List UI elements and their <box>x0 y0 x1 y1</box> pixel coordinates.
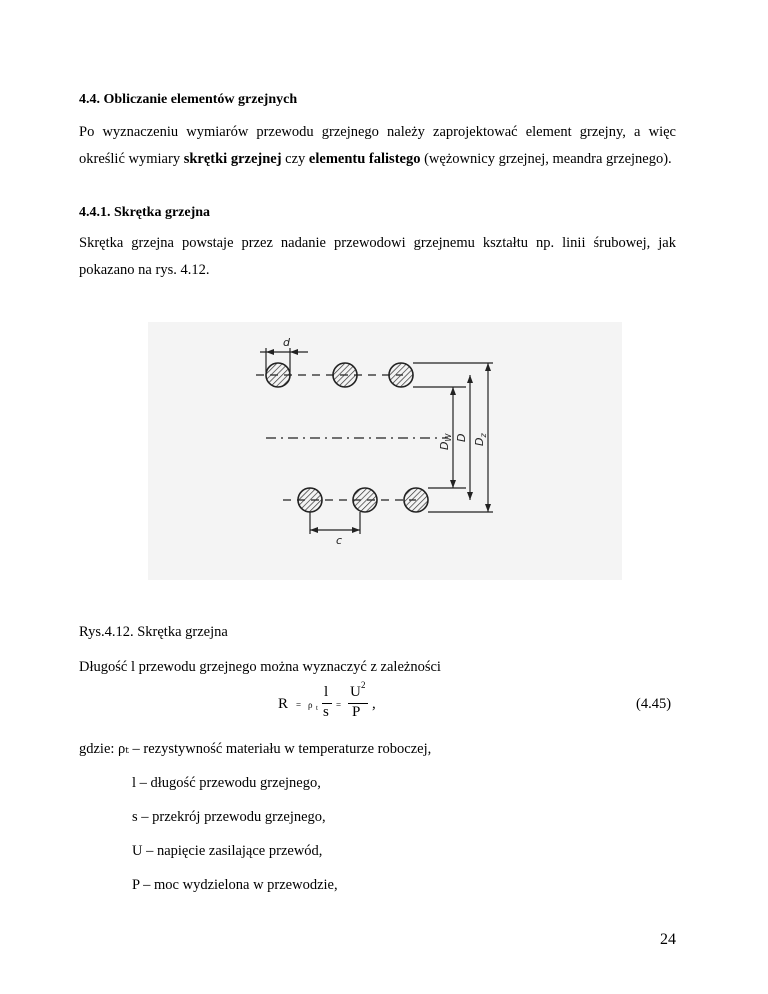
label-dw: $D_W$ <box>438 433 453 450</box>
page-number: 24 <box>660 931 676 948</box>
equation-number: (4.45) <box>636 696 672 712</box>
subsection-paragraph: Skrętka grzejna powstaje przez nadanie przewodowi grzejnemu kształtu np. linii śrubowej, jak pokazano na rys. 4.12. <box>79 235 676 278</box>
coil-diagram <box>148 322 622 580</box>
para-text-2: czy <box>281 151 309 167</box>
equation-4-45 <box>278 682 458 726</box>
subsection-heading: 4.4.1. Skrętka grzejna <box>79 205 211 220</box>
wire-section <box>333 363 357 387</box>
figure-heating-coil <box>148 322 622 580</box>
section-heading: 4.4. Obliczanie elementów grzejnych <box>79 92 298 107</box>
eq-num-l: l <box>324 684 329 700</box>
eq-den-P: P <box>352 704 361 720</box>
list-item: s – przekrój przewodu grzejnego, <box>132 809 326 825</box>
wire-section <box>404 488 428 512</box>
eq-rho-sub: t <box>316 704 318 712</box>
eq-num-U: U <box>350 684 361 700</box>
list-item: U – napięcie zasilające przewód, <box>132 843 323 859</box>
label-c: c <box>336 534 343 547</box>
label-dz: $D_z$ <box>473 433 488 446</box>
eq-equals-1: = <box>296 700 302 710</box>
para-text-3: (wężownicy grzejnej, meandra grzejnego). <box>420 151 672 167</box>
para-bold-2: elementu falistego <box>308 151 421 167</box>
eq-rho: ρ <box>308 700 313 710</box>
para-text-1: Po wyznaczeniu wymiarów przewodu grzejnego należy zaprojektować element grzejny, a więc określić wymiary <box>79 124 676 167</box>
para-bold-1: skrętki grzejnej <box>183 151 282 167</box>
eq-num-U-sup: 2 <box>361 680 366 690</box>
label-D: D <box>455 433 468 442</box>
formula-intro: Długość l przewodu grzejnego można wyznaczyć z zależności <box>79 659 441 675</box>
intro-paragraph <box>79 119 676 173</box>
where-intro: gdzie: ρₜ – rezystywność materiału w temperaturze roboczej, <box>79 741 432 757</box>
figure-caption: Rys.4.12. Skrętka grzejna <box>79 624 228 640</box>
wire-section <box>389 363 413 387</box>
eq-comma: , <box>372 696 376 712</box>
eq-den-s: s <box>323 704 329 720</box>
eq-equals-2: = <box>336 700 342 710</box>
wire-section <box>298 488 322 512</box>
list-item: l – długość przewodu grzejnego, <box>132 775 321 791</box>
list-item: P – moc wydzielona w przewodzie, <box>132 877 338 893</box>
eq-lhs: R <box>278 696 289 712</box>
wire-section <box>266 363 290 387</box>
label-d: d <box>283 336 290 349</box>
wire-section <box>353 488 377 512</box>
